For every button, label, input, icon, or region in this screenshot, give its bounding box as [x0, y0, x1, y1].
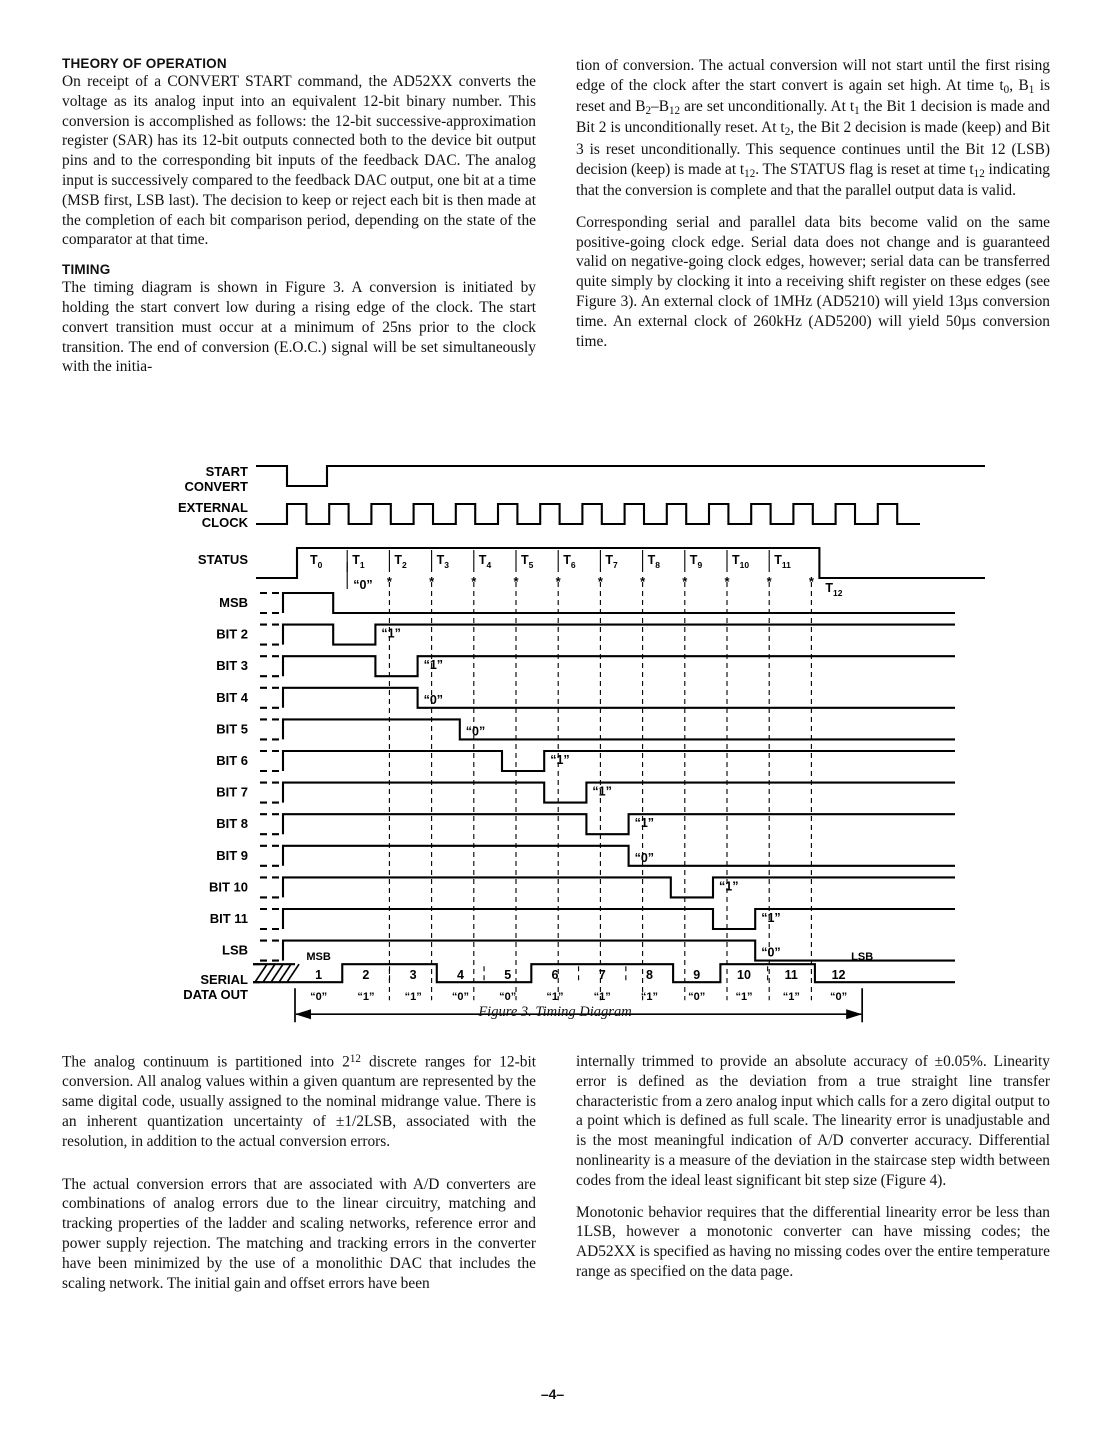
- top-columns: [62, 56, 1050, 389]
- time-marker-t6: $T_6$: [563, 553, 576, 570]
- rc-sub-t1: 1: [854, 105, 860, 118]
- timing-diagram-svg: [60, 448, 1050, 1004]
- bit-waveform: [283, 814, 955, 834]
- serial-bit-value: “1”: [782, 991, 800, 1004]
- serial-bit-value: “1”: [593, 991, 611, 1004]
- time-marker-t12: $T_{12}$: [825, 581, 843, 598]
- bit-row-msb: [260, 578, 955, 613]
- serial-bit-value: “1”: [404, 991, 422, 1004]
- serial-bit-value: “1”: [640, 991, 659, 1004]
- serial-bit-number: 9: [693, 968, 701, 983]
- linearity-paragraph: internally trimmed to provide an absolute accuracy of ±0.05%. Linearity error is defined as the deviation from a true straight line transfer characteristic from a zero analog input which calls for a zero digital output to a point which is defined as full scale. The linearity error is unadjustable and is the most meaningful indication of A/D converter accuracy. Differential nonlinearity is a measure of the deviation in the staircase step width between codes from the ideal least significant bit step size (Figure 4).: [576, 1053, 1050, 1189]
- bit-row-bit-8: [260, 814, 955, 834]
- time-marker-t8: $T_8$: [647, 553, 660, 570]
- serial-data-waveform: [295, 964, 955, 982]
- bit-waveform: [283, 877, 955, 897]
- time-marker-t0: $T_0$: [310, 553, 323, 570]
- rc-p1-part8: . The STATUS flag is reset at time t: [755, 160, 974, 178]
- top-right-column: [576, 56, 1050, 389]
- row-label-bit-3: BIT 3: [216, 658, 248, 674]
- serial-bit-number: 6: [551, 968, 559, 983]
- undefined-level-dashes: [260, 719, 283, 739]
- serial-bit-value: “1”: [735, 991, 753, 1004]
- row-label-bit-6: BIT 6: [216, 753, 248, 768]
- bottom-right-column: [576, 1052, 1050, 1305]
- theory-of-operation-paragraph: On receipt of a CONVERT START command, the AD52XX converts the voltage as its analog input into an equivalent 12-bit binary number. This conversion is accomplished as follows: the 12-bit successive-approximation register (SAR) has its 12-bit outputs connected both to the device bit output pins and to the corresponding bit inputs of the feedback DAC. The analog input is successively compared to the feedback DAC output, one bit at a time (MSB first, LSB last). The decision to keep or reject each bit is then made at the completion of each bit comparison period, depending on the state of the comparator at that time.: [62, 73, 536, 249]
- undefined-level-dashes: [260, 909, 283, 929]
- serial-bit-number: 10: [737, 968, 751, 983]
- serial-bit-number: 12: [831, 968, 846, 983]
- row-label-lsb: LSB: [222, 942, 248, 958]
- serial-bit-value: “0”: [688, 991, 706, 1004]
- undefined-level-dashes: [260, 941, 283, 961]
- serial-bit-value: “0”: [829, 991, 848, 1004]
- bit-row-bit-7: [260, 783, 955, 803]
- row-label-bit-2: BIT 2: [216, 626, 248, 642]
- serial-bit-value: “0”: [451, 991, 469, 1004]
- serial-bit-number: 3: [409, 968, 417, 983]
- asterisk-marker: *: [724, 574, 730, 589]
- serial-bit-number: 2: [362, 968, 370, 983]
- bit-value-label: “1”: [761, 911, 781, 925]
- asterisk-marker: *: [471, 574, 477, 589]
- external-clock-waveform: [256, 504, 920, 524]
- start-convert-waveform: [256, 466, 985, 486]
- rc-p1-part5: are set unconditionally. At t: [680, 98, 855, 116]
- undefined-level-dashes: [260, 783, 283, 803]
- row-label-serial-data-out: SERIAL DATA OUT: [183, 972, 248, 1003]
- asterisk-marker: *: [513, 574, 519, 589]
- undefined-level-dashes: [260, 814, 283, 834]
- undefined-level-dashes: [260, 688, 283, 708]
- timing-heading: TIMING: [62, 262, 111, 278]
- rc-sub-t2: 2: [784, 126, 791, 139]
- bit-value-label: “1”: [719, 879, 739, 894]
- rc-p1-part9: indicating that the conversion is complete and that the parallel output data is valid.: [576, 160, 1050, 199]
- bit-row-bit-9: [260, 846, 955, 866]
- status-waveform: [256, 548, 985, 578]
- bit-row-bit-2: [260, 625, 955, 645]
- bit-waveform: [283, 909, 955, 929]
- row-label-start-convert: START CONVERT: [184, 464, 248, 494]
- time-marker-t11: $T_{11}$: [774, 553, 791, 570]
- time-marker-t4: $T_4$: [478, 553, 492, 570]
- row-label-bit-9: BIT 9: [216, 847, 248, 863]
- serial-bit-number: 8: [646, 968, 653, 983]
- bit-value-label: “0”: [634, 850, 655, 865]
- bit-value-label: “1”: [592, 784, 612, 799]
- bit-row-bit-5: [260, 719, 955, 739]
- figure-caption: Figure 3. Timing Diagram: [478, 1004, 632, 1020]
- bl-sup-12: 12: [349, 1053, 361, 1065]
- asterisk-marker: *: [766, 574, 772, 589]
- page-footer: [0, 1386, 1105, 1402]
- bit-waveform: [283, 719, 955, 739]
- rc-sub-b12: 12: [669, 105, 681, 118]
- quantization-paragraph: [62, 1052, 536, 1152]
- time-marker-t3: $T_3$: [436, 553, 449, 570]
- row-label-status: STATUS: [197, 552, 248, 567]
- asterisk-marker: *: [429, 574, 435, 589]
- row-label-msb: MSB: [219, 595, 248, 610]
- time-marker-t9: $T_9$: [689, 553, 703, 570]
- serial-bit-number: 5: [504, 968, 512, 983]
- rc-p1-part1: tion of conversion. The actual conversion will not start until the first rising edge of the clock after the start convert is again set high. At time t: [576, 57, 1050, 94]
- undefined-level-dashes: [260, 625, 283, 645]
- bit-value-label: “0”: [465, 724, 486, 739]
- serial-bit-value: “0”: [499, 991, 517, 1004]
- row-label-external-clock: EXTERNAL CLOCK: [177, 500, 248, 530]
- serial-bit-number: 1: [315, 968, 323, 983]
- serial-bit-number: 4: [456, 968, 464, 983]
- undefined-level-dashes: [260, 751, 283, 771]
- bit-value-label: “0”: [423, 692, 444, 707]
- time-marker-t2: $T_2$: [394, 553, 407, 570]
- serial-bit-value: “1”: [357, 991, 375, 1004]
- asterisk-marker: *: [386, 574, 392, 589]
- bottom-columns: [62, 1052, 1050, 1305]
- bit-value-label: “1”: [381, 626, 401, 641]
- bit-value-label: “1”: [634, 816, 655, 831]
- row-label-bit-5: BIT 5: [216, 721, 248, 737]
- conversion-timing-paragraph: [576, 56, 1050, 201]
- row-label-bit-8: BIT 8: [216, 816, 248, 832]
- bit-waveform: [283, 751, 955, 771]
- row-label-bit-7: BIT 7: [216, 784, 248, 800]
- row-label-bit-10: BIT 10: [208, 879, 248, 895]
- asterisk-marker: *: [682, 574, 688, 589]
- theory-of-operation-heading: THEORY OF OPERATION: [62, 56, 227, 71]
- bottom-left-column: [62, 1052, 536, 1305]
- bit-waveform: [283, 688, 955, 708]
- serial-bit-value: “0”: [310, 991, 328, 1004]
- bit-row-bit-10: [260, 877, 955, 897]
- rc-sub-t12b: 12: [973, 167, 985, 180]
- page-number: –4–: [540, 1386, 565, 1402]
- serial-bit-value: “1”: [546, 991, 564, 1004]
- rc-p1-part4: –B: [651, 98, 670, 116]
- bl-p1-part2: discrete ranges for 12-bit conversion. All analog values within a given quantum are represented by the same digital code, usually assigned to the nominal midrange value. There is an inherent quantization uncertainty of ±1/2LSB, associated with the resolution, in addition to the actual conversion errors.: [62, 1053, 536, 1150]
- rc-p1-part6: the Bit 1 decision is made and Bit 2 is unconditionally reset. At t: [576, 98, 1050, 137]
- bit-value-label: “0”: [761, 945, 781, 960]
- asterisk-marker: *: [640, 574, 646, 589]
- undefined-level-dashes: [260, 593, 283, 613]
- bit-row-bit-11: [260, 909, 955, 929]
- bit-waveform: [283, 656, 955, 676]
- bit-waveform: [283, 846, 955, 866]
- serial-parallel-paragraph: Corresponding serial and parallel data bits become valid on the same positive-going clock edge. Serial data does not change and is guaranteed valid on negative-going clock edges, however; serial data can be transferred quite simply by clocking it into a receiving shift register on these edges (see Figure 3). An external clock of 1MHz (AD5210) will yield 13µs conversion time. An external clock of 260kHz (AD5200) will yield 50µs conversion time.: [576, 213, 1050, 350]
- bl-p1-part1: The analog continuum is partitioned into 2: [62, 1053, 350, 1071]
- bit-value-label: “0”: [353, 578, 373, 592]
- time-marker-t5: $T_5$: [521, 553, 534, 570]
- rc-sub-b1: 1: [1028, 83, 1035, 96]
- row-label-bit-4: BIT 4: [216, 689, 248, 705]
- rc-p1-part7: , the Bit 2 decision is made (keep) and Bit 3 is reset unconditionally. This sequence continues until the Bit 12 (LSB) decision (keep) is made at t: [576, 119, 1050, 178]
- row-label-bit-11: BIT 11: [209, 911, 248, 926]
- rc-sub-t12a: 12: [744, 167, 756, 180]
- timing-diagram-figure: [60, 448, 1050, 1021]
- bit-value-label: “1”: [550, 753, 570, 767]
- bit-value-label: “1”: [423, 658, 444, 673]
- undefined-level-dashes: [260, 846, 283, 866]
- rc-p1-part3: is reset and B: [576, 76, 1050, 116]
- undefined-level-dashes: [260, 656, 283, 676]
- rc-sub-b2: 2: [645, 105, 652, 118]
- time-marker-t1: $T_1$: [352, 553, 365, 570]
- time-marker-t10: $T_{10}$: [732, 553, 750, 570]
- timing-paragraph: The timing diagram is shown in Figure 3. A conversion is initiated by holding the start convert low during a rising edge of the clock. The start convert transition must occur at a minimum of 25ns prior to the clock transition. The end of conversion (E.O.C.) signal will be set simultaneously with the initia-: [62, 279, 536, 376]
- serial-bit-number: 7: [598, 968, 606, 983]
- conversion-errors-paragraph: The actual conversion errors that are associated with A/D converters are combinations of analog errors due to the linear circuitry, matching and tracking properties of the ladder and scaling networks, reference error and power supply rejection. The matching and tracking errors in the converter have been minimized by the use of a monolithic DAC that includes the scaling network. The initial gain and offset errors have been: [62, 1175, 536, 1292]
- undefined-level-dashes: [260, 877, 283, 897]
- bit-row-bit-4: [260, 688, 955, 708]
- serial-msb-label: MSB: [306, 951, 331, 964]
- bit-waveform: [283, 783, 955, 803]
- asterisk-marker: *: [555, 574, 561, 589]
- bit-row-bit-6: [260, 751, 955, 771]
- time-marker-t7: $T_7$: [605, 553, 618, 570]
- bit-waveform: [283, 593, 955, 613]
- rc-sub-t0: 0: [1003, 83, 1010, 96]
- serial-bit-number: 11: [784, 968, 798, 983]
- asterisk-marker: *: [597, 574, 603, 589]
- bit-row-bit-3: [260, 656, 955, 676]
- rc-p1-part2: , B: [1009, 76, 1029, 94]
- top-left-column: [62, 56, 536, 389]
- monotonic-paragraph: Monotonic behavior requires that the differential linearity error be less than 1LSB, however a monotonic converter can have missing codes; the AD52XX is specified as having no missing codes over the entire temperature range as specified on the data page.: [576, 1203, 1050, 1280]
- asterisk-marker: *: [808, 574, 814, 589]
- serial-lsb-label: LSB: [851, 951, 874, 964]
